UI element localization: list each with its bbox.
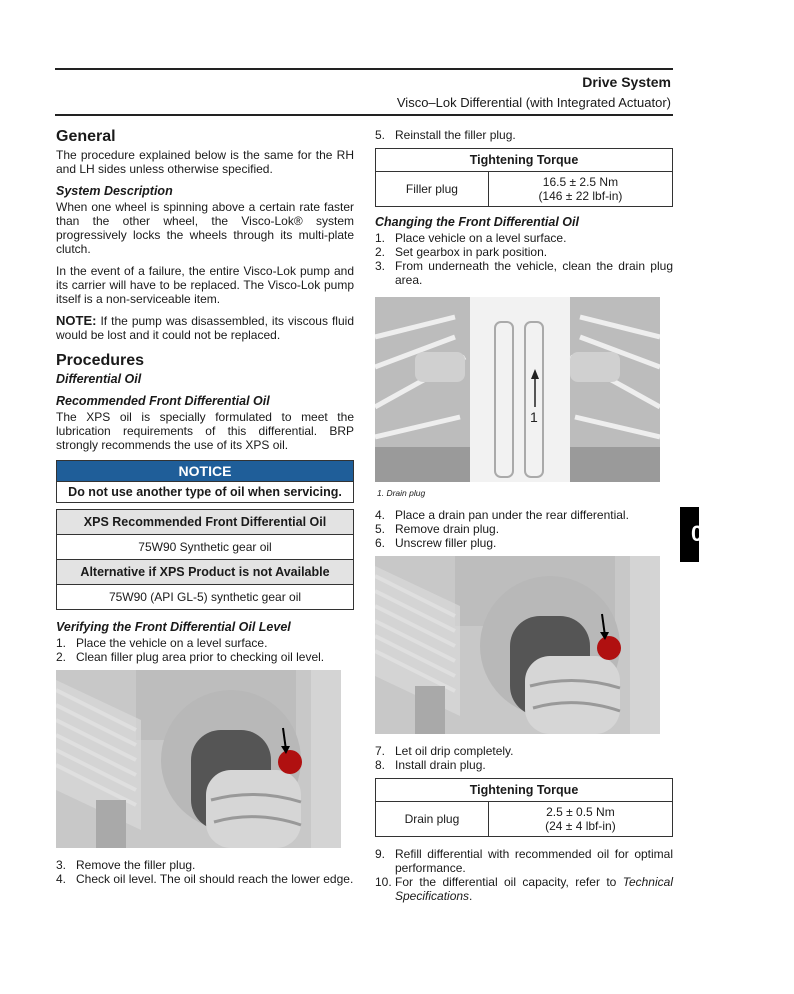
list-item: 1. Place the vehicle on a level surface. [56,636,268,650]
note-text: If the pump was disassembled, its viscous fluid would be lost and it could not be replaced. [56,314,354,342]
chapter-tab-letter: 0 [691,521,704,546]
torque-table-title: Tightening Torque [376,149,673,172]
changing-oil-heading: Changing the Front Differential Oil [375,215,579,229]
verify-steps [56,636,354,664]
verify-oil-level-heading: Verifying the Front Differential Oil Level [56,620,291,634]
torque-value: 16.5 ± 2.5 Nm (146 ± 22 lbf-in) [488,172,672,207]
drain-plug-torque-table [375,778,673,837]
changing-steps-2 [375,508,673,550]
notice-box [56,460,354,503]
filler-plug-figure [56,670,341,848]
note [56,314,354,342]
list-item: 5. Remove drain plug. [375,522,500,536]
list-item: 1. Place vehicle on a level surface. [375,231,567,245]
chapter-thumb-tab [680,507,704,562]
filler-plug-illustration [56,670,341,848]
oil-table-value: 75W90 Synthetic gear oil [57,535,354,560]
verify-steps-continued [56,858,354,886]
changing-steps-4 [375,847,673,903]
list-item: 2. Clean filler plug area prior to checking oil level. [56,650,325,664]
left-column [56,124,354,892]
list-item: 7. Let oil drip completely. [375,744,514,758]
recommended-oil-heading: Recommended Front Differential Oil [56,394,270,408]
list-item: 6. Unscrew filler plug. [375,536,497,550]
filler-plug-figure-2 [375,556,660,734]
torque-item: Filler plug [376,172,489,207]
right-column [375,128,673,909]
verify-step-5 [375,128,673,142]
general-text: The procedure explained below is the same for the RH and LH sides unless otherwise specified. [56,148,354,176]
filler-plug-highlight [278,750,302,774]
changing-steps-3 [375,744,673,772]
section-title: Drive System [582,74,671,90]
list-item: 5. Reinstall the filler plug. [375,128,516,142]
subsection-title: Visco–Lok Differential (with Integrated Actuator) [396,95,671,110]
figure-caption: 1. Drain plug [377,488,426,498]
list-item: 8. Install drain plug. [375,758,486,772]
oil-table-header: XPS Recommended Front Differential Oil [57,510,354,535]
list-item: 9. Refill differential with recommended oil for optimal performance. [375,847,673,875]
filler-plug-torque-table [375,148,673,207]
note-label: NOTE: [56,313,97,328]
changing-steps [375,231,673,287]
system-description-p2: In the event of a failure, the entire Visco-Lok pump and its carrier will have to be replaced. The Visco-Lok pump itself is a non-serviceable item. [56,264,354,306]
drain-plug-figure [375,297,660,482]
system-description-heading: System Description [56,184,173,198]
system-description-p1: When one wheel is spinning above a certain rate faster than the other wheel, the Visco-Lok® system progressively locks the wheels through its multi-plate clutch. [56,200,354,256]
procedures-heading: Procedures [56,352,145,369]
header-bottom-rule [55,114,673,116]
notice-text: Do not use another type of oil when servicing. [68,485,342,499]
figure-callout-1: 1 [530,409,538,425]
oil-table [56,509,354,610]
oil-table-value: 75W90 (API GL-5) synthetic gear oil [57,585,354,610]
technical-specifications-reference[interactable]: Technical Specifications [395,875,673,903]
header-top-rule [55,68,673,70]
list-item: 3. From underneath the vehicle, clean the drain plug area. [375,259,673,287]
oil-table-header: Alternative if XPS Product is not Available [57,560,354,585]
list-item: 4. Place a drain pan under the rear differential. [375,508,629,522]
list-item: 4. Check oil level. The oil should reach the lower edge. [56,872,354,886]
torque-table-title: Tightening Torque [376,779,673,802]
differential-oil-heading: Differential Oil [56,372,142,386]
torque-item: Drain plug [376,802,489,837]
notice-label: NOTICE [57,461,353,482]
filler-plug-illustration [375,556,660,734]
drain-plug-illustration [375,297,660,482]
list-item: 10. For the differential oil capacity, refer to Technical Specifications. [375,875,673,903]
list-item: 2. Set gearbox in park position. [375,245,548,259]
general-heading: General [56,128,116,145]
list-item: 3. Remove the filler plug. [56,858,196,872]
recommended-oil-text: The XPS oil is specially formulated to meet the lubrication requirements of this differential. BRP strongly recommends the use of its XPS oil. [56,410,354,452]
torque-value: 2.5 ± 0.5 Nm (24 ± 4 lbf-in) [488,802,672,837]
